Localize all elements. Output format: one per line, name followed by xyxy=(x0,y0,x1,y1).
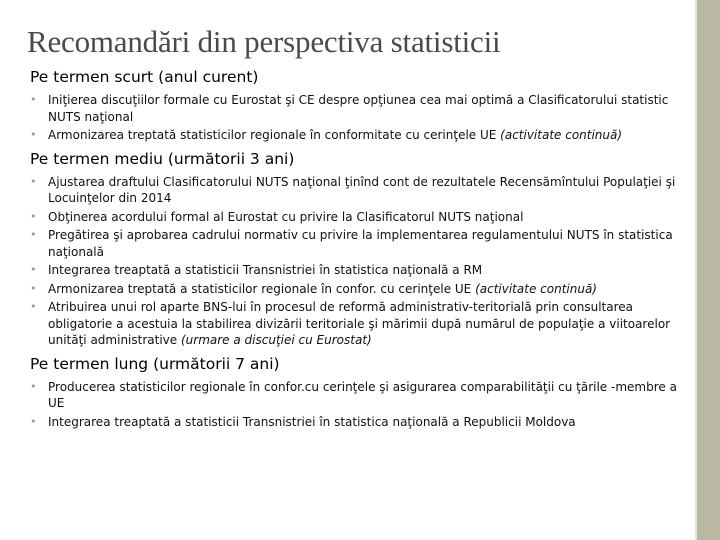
section-heading: Pe termen scurt (anul curent) xyxy=(30,68,259,86)
slide-content xyxy=(30,67,682,435)
item-note: (activitate continuă) xyxy=(500,128,623,142)
item-text: Producerea statisticilor regionale în confor.cu cerinţele şi asigurarea comparabilităţii cu ţările -membre a UE xyxy=(48,379,677,410)
bullet-list xyxy=(30,92,682,144)
slide-title: Recomandări din perspectiva statisticii xyxy=(27,24,501,59)
bullet-icon: • xyxy=(30,174,37,188)
bullet-icon: • xyxy=(30,128,37,141)
item-text: Iniţierea discuţiilor formale cu Eurostat şi CE despre opţiunea cea mai optimă a Clasificatorului statistic NUTS naţional xyxy=(48,93,669,124)
bullet-icon: • xyxy=(30,228,37,241)
bullet-icon: • xyxy=(30,379,37,393)
list-item xyxy=(30,127,682,144)
section-heading: Pe termen lung (următorii 7 ani) xyxy=(30,354,280,373)
item-note: (urmare a discuţiei cu Eurostat) xyxy=(180,333,372,347)
list-item xyxy=(30,174,682,207)
bullet-icon: • xyxy=(30,93,37,106)
item-note: (activitate continuă) xyxy=(475,281,597,296)
list-item xyxy=(30,281,682,298)
list-item xyxy=(30,299,682,349)
item-text: Ajustarea draftului Clasificatorului NUTS naţional ţinînd cont de rezultatele Recensămîntului Populaţiei şi Locuinţelor din 2014 xyxy=(48,174,676,205)
section-short-term xyxy=(30,67,682,144)
bullet-icon: • xyxy=(30,263,37,276)
section-heading: Pe termen mediu (următorii 3 ani) xyxy=(30,149,295,168)
side-accent-band xyxy=(697,0,720,540)
bullet-icon: • xyxy=(30,414,37,428)
list-item xyxy=(30,414,682,431)
bullet-list xyxy=(30,174,682,349)
item-text: Integrarea treaptată a statisticii Transnistriei în statistica naţională a Republicii Moldova xyxy=(48,414,576,429)
bullet-icon: • xyxy=(30,300,37,313)
section-medium-term xyxy=(30,149,682,349)
list-item xyxy=(30,92,682,125)
bullet-icon: • xyxy=(30,281,37,295)
item-text: Integrarea treaptată a statisticii Transnistriei în statistica naţională a RM xyxy=(48,263,483,277)
list-item xyxy=(30,209,682,226)
bullet-list xyxy=(30,379,682,431)
list-item xyxy=(30,227,682,260)
bullet-icon: • xyxy=(30,209,37,223)
item-text: Pregătirea şi aprobarea cadrului normativ cu privire la implementarea regulamentului NUTS în statistica naţională xyxy=(48,228,673,259)
section-long-term xyxy=(30,354,682,431)
item-text: Armonizarea treptată a statisticilor regionale în confor. cu cerinţele UE xyxy=(48,281,476,296)
item-text: Atribuirea unui rol aparte BNS-lui în procesul de reformă administrativ-teritorială prin consultarea obligatorie a acestuia la stabilirea divizării teritoriale şi mărimii după numărul de populaţie a viitoarelor unităţi administrative xyxy=(48,300,671,347)
item-text: Obţinerea acordului formal al Eurostat cu privire la Clasificatorul NUTS naţional xyxy=(48,209,524,224)
list-item xyxy=(30,379,682,412)
item-text: Armonizarea treptată statisticilor regionale în conformitate cu cerinţele UE xyxy=(48,128,501,142)
list-item xyxy=(30,262,682,279)
